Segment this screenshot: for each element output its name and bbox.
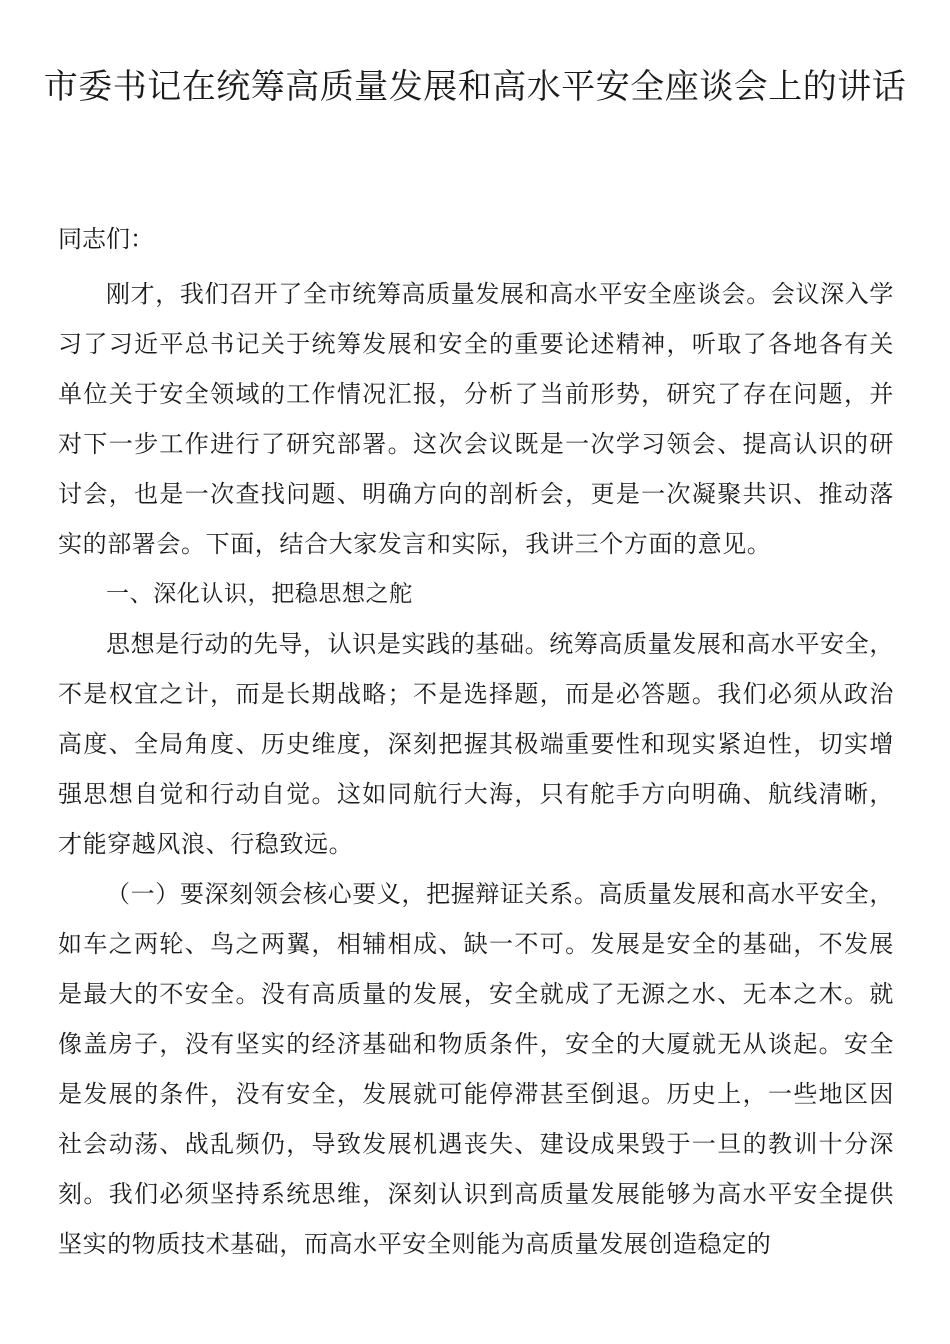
paragraph-intro: 刚才，我们召开了全市统筹高质量发展和高水平安全座谈会。会议深入学习了习近平总书记关于统筹发展和安全的重要论述精神，听取了各地各有关单位关于安全领域的工作情况汇报，分析了当前形势，研究了存在问题，并对下一步工作进行了研究部署。这次会议既是一次学习领会、提高认识的研讨会，也是一次查找问题、明确方向的剖析会，更是一次凝聚共识、推动落实的部署会。下面，结合大家发言和实际，我讲三个方面的意见。: [58, 280, 894, 558]
greeting: 同志们：: [58, 225, 154, 253]
section-heading-1: 一、深化认识，把稳思想之舵: [106, 581, 413, 607]
paragraph-subsection-1: （一）要深刻领会核心要义，把握辩证关系。高质量发展和高水平安全，如车之两轮、鸟之两翼，相辅相成、缺一不可。发展是安全的基础，不发展是最大的不安全。没有高质量的发展，安全就成了无源之水、无本之木。就像盖房子，没有坚实的经济基础和物质条件，安全的大厦就无从谈起。安全是发展的条件，没有安全，发展就可能停滞甚至倒退。历史上，一些地区因社会动荡、战乱频仍，导致发展机遇丧失、建设成果毁于一旦的教训十分深刻。我们必须坚持系统思维，深刻认识到高质量发展能够为高水平安全提供坚实的物质技术基础，而高水平安全则能为高质量发展创造稳定的: [58, 880, 894, 1258]
document-title: 市委书记在统筹高质量发展和高水平安全座谈会上的讲话: [43, 67, 907, 107]
paragraph-section-1: 思想是行动的先导，认识是实践的基础。统筹高质量发展和高水平安全，不是权宜之计，而是长期战略；不是选择题，而是必答题。我们必须从政治高度、全局角度、历史维度，深刻把握其极端重要性和现实紧迫性，切实增强思想自觉和行动自觉。这如同航行大海，只有舵手方向明确、航线清晰，才能穿越风浪、行稳致远。: [58, 630, 894, 858]
document-body: [58, 269, 894, 1269]
